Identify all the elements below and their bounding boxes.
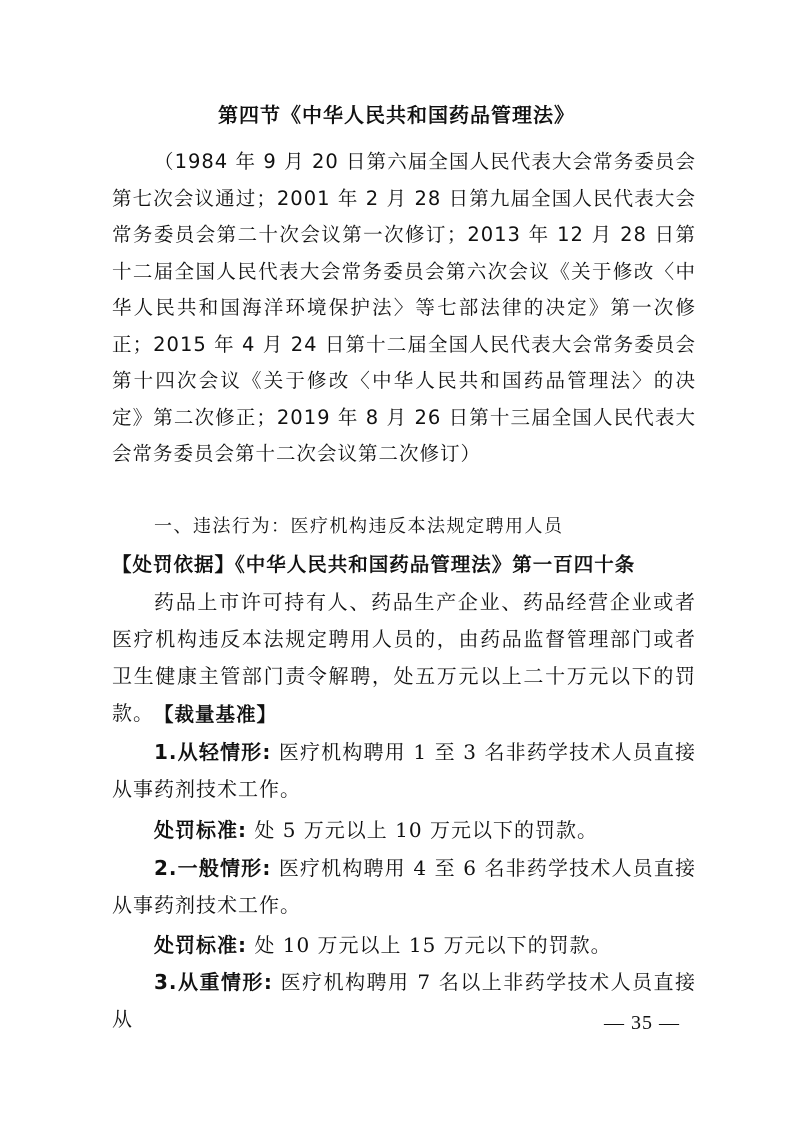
page-number: — 35 — (604, 1012, 680, 1034)
general-case-text: 医疗机构聘用 4 至 6 名非药学技术人员直接从事药剂技术工作。 (112, 856, 696, 917)
general-case-paragraph (112, 850, 696, 924)
general-case-label: 2.一般情形: (154, 856, 272, 880)
lenient-case-text: 医疗机构聘用 1 至 3 名非药学技术人员直接从事药剂技术工作。 (112, 740, 696, 801)
lenient-penalty-text: 处 5 万元以上 10 万元以下的罚款。 (247, 818, 598, 842)
general-penalty-label: 处罚标准: (154, 933, 247, 957)
severe-case-text: 医疗机构聘用 7 名以上非药学技术人员直接从 (112, 970, 697, 1031)
general-penalty-text: 处 10 万元以上 15 万元以下的罚款。 (247, 933, 612, 957)
violation-heading: 一、违法行为：医疗机构违反本法规定聘用人员 (154, 516, 564, 537)
lenient-case-label: 1.从轻情形: (154, 740, 272, 764)
lenient-penalty-label: 处罚标准: (154, 818, 247, 842)
penalty-basis-heading: 【处罚依据】《中华人民共和国药品管理法》第一百四十条 (112, 553, 636, 576)
section-title: 第四节《中华人民共和国药品管理法》 (218, 103, 575, 127)
severe-case-label: 3.从重情形: (154, 970, 273, 994)
discretion-standard-heading: 【裁量基准】 (154, 703, 278, 726)
lenient-penalty-paragraph (112, 812, 696, 849)
lenient-case-paragraph (112, 734, 696, 808)
legal-provision: 药品上市许可持有人、药品生产企业、药品经营企业或者医疗机构违反本法规定聘用人员的，由药品监督管理部门或者卫生健康主管部门责令解聘，处五万元以上二十万元以下的罚款。 (112, 590, 696, 725)
general-penalty-paragraph (112, 927, 696, 964)
legislative-history: （1984 年 9 月 20 日第六届全国人民代表大会常务委员会第七次会议通过；2001 年 2 月 28 日第九届全国人民代表大会常务委员会第二十次会议第一次修订；2013 年 12 月 28 日第十二届全国人民代表大会常务委员会第六次会议《关于修改〈中华人民共和国海洋环境保护法〉等七部法律的决定》第一次修正；2015 年 4 月 24 日第十二届全国人民代表大会常务委员会第十四次会议《关于修改〈中华人民共和国药品管理法〉的决定》第二次修正；2019 年 8 月 26 日第十三届全国人民代表大会常务委员会第十二次会议第二次修订） (112, 150, 696, 465)
